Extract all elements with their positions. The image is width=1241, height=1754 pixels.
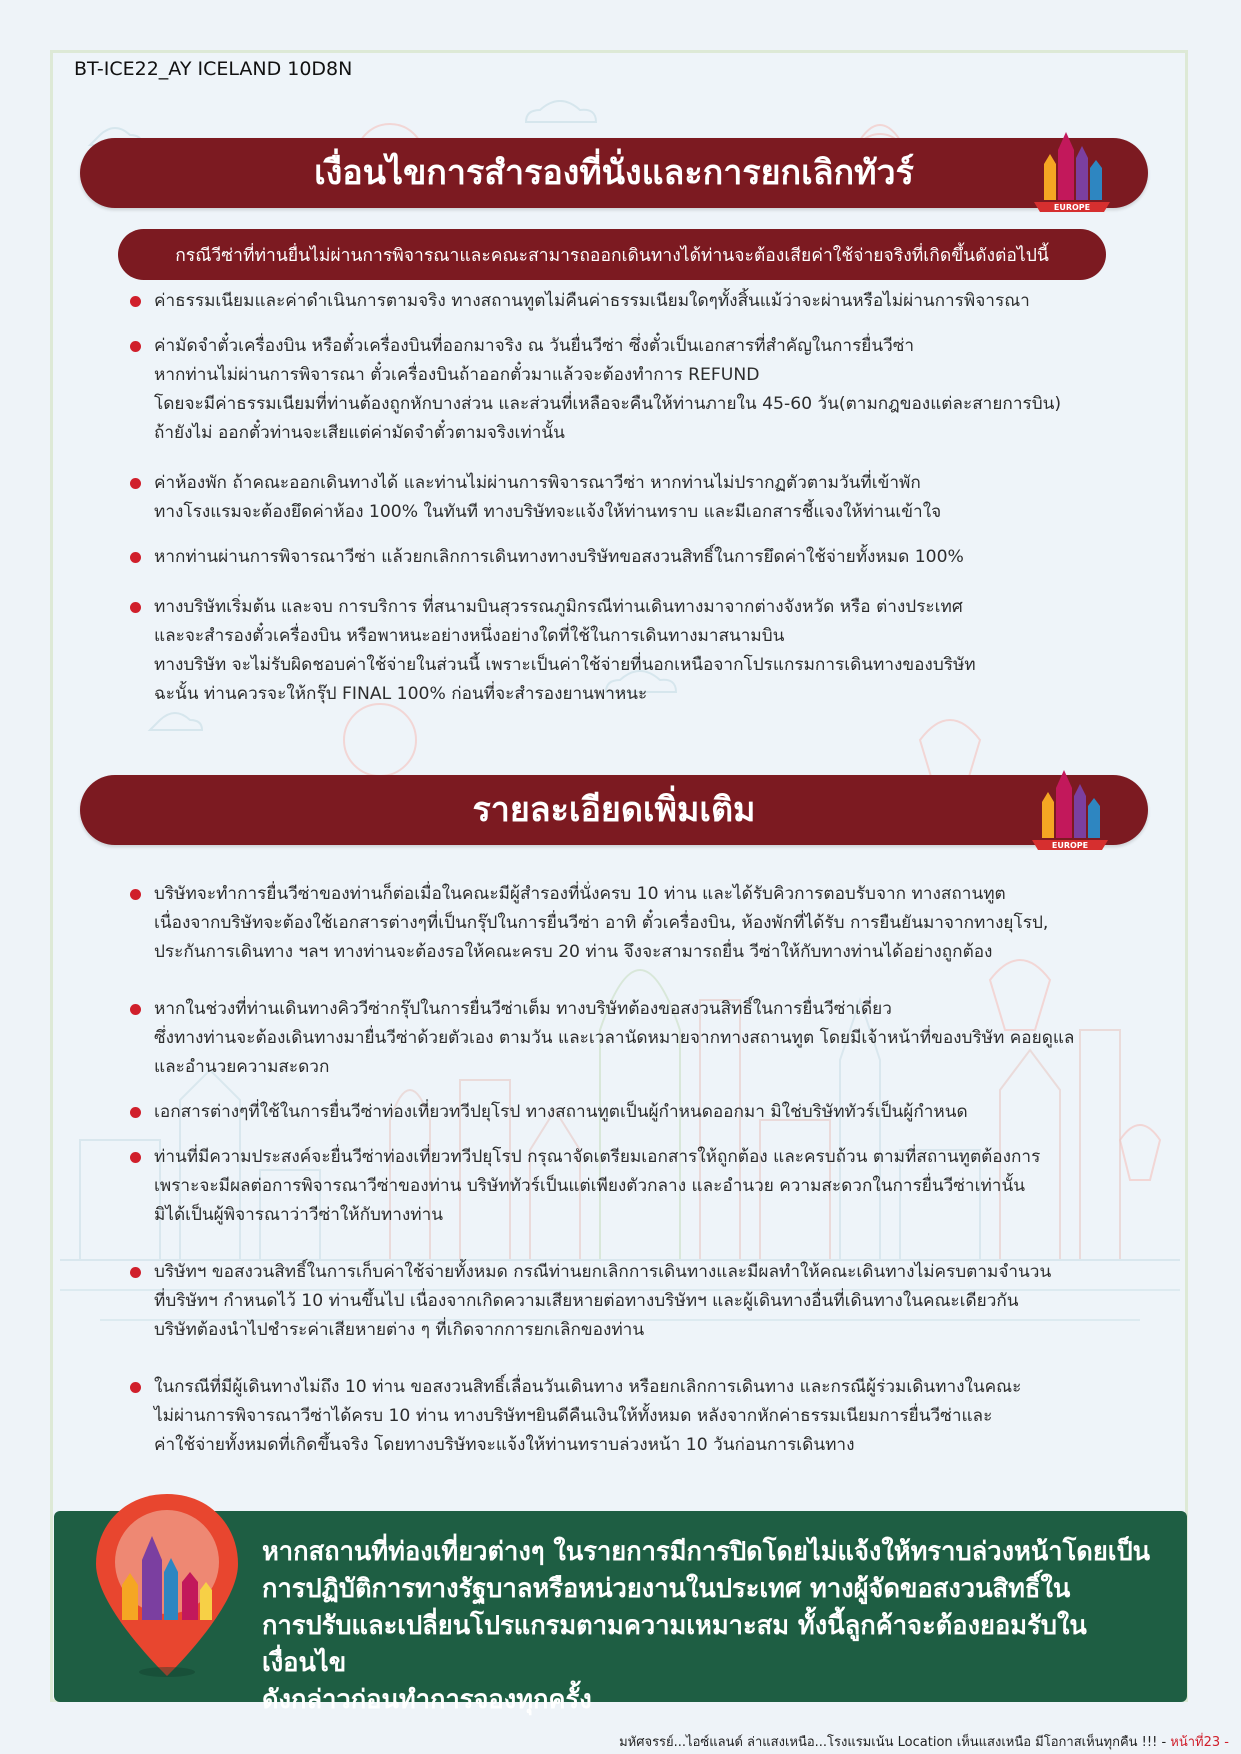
section-title: เงื่อนไขการสำรองที่นั่งและการยกเลิกทัวร์: [314, 153, 914, 193]
bullet-icon: [130, 1004, 141, 1015]
list-item: หากในช่วงที่ท่านเดินทางคิววีซ่ากรุ๊ปในการยื่นวีซ่าเต็ม ทางบริษัทต้องขอสงวนสิทธิ์ในการยื่นวีซ่าเดี่ยว ซึ่งทางท่านจะต้องเดินทางมายื่นวีซ่าด้วยตัวเอง ตามวัน และเวลานัดหมายจากทางสถานทูต โดยมีเจ้าหน้าที่ของบริษัท คอยดูแล และอำนวยความสะดวก: [128, 995, 1178, 1082]
notice-text: หากสถานที่ท่องเที่ยวต่างๆ ในรายการมีการปิดโดยไม่แจ้งให้ทราบล่วงหน้าโดยเป็น การปฏิบัติการทางรัฐบาลหรือหน่วยงานในประเทศ ทางผู้จัดขอสงวนสิทธิ์ใน การปรับและเปลี่ยนโปรแกรมตามความเหมาะสม ทั้งนี้ลูกค้าจะต้องยอมรับในเงื่อนไข ดังกล่าวก่อนทำการจองทุกครั้ง: [262, 1537, 1151, 1715]
list-item: เอกสารต่างๆที่ใช้ในการยื่นวีซ่าท่องเที่ยวทวีปยุโรป ทางสถานทูตเป็นผู้กำหนดออกมา มิใช่บริษัททัวร์เป็นผู้กำหนด: [128, 1098, 1178, 1127]
bullet-icon: [130, 341, 141, 352]
bullet-icon: [130, 552, 141, 563]
page-footer: [619, 1731, 1229, 1752]
conditions-list: [128, 287, 1178, 709]
badge-label: EUROPE: [1053, 203, 1091, 212]
list-item: ทางบริษัทเริ่มต้น และจบ การบริการ ที่สนามบินสุวรรณภูมิกรณีท่านเดินทางมาจากต่างจังหวัด หรือ ต่างประเทศ และจะสำรองตั๋วเครื่องบิน หรือพาหนะอย่างหนึ่งอย่างใดที่ใช้ในการเดินทางมาสนามบิน ทางบริษัท จะไม่รับผิดชอบค่าใช้จ่ายในส่วนนี้ เพราะเป็นค่าใช้จ่ายที่นอกเหนือจากโปรแกรมการเดินทางของบริษัท ฉะนั้น ท่านควรจะให้กรุ๊ป FINAL 100% ก่อนที่จะสำรองยานพาหนะ: [128, 593, 1178, 709]
bullet-icon: [130, 478, 141, 489]
list-item: บริษัทฯ ขอสงวนสิทธิ์ในการเก็บค่าใช้จ่ายทั้งหมด กรณีท่านยกเลิกการเดินทางและมีผลทำให้คณะเดินทางไม่ครบตามจำนวน ที่บริษัทฯ กำหนดไว้ 10 ท่านขึ้นไป เนื่องจากเกิดความเสียหายต่อทางบริษัทฯ และผู้เดินทางอื่นที่เดินทางในคณะเดียวกัน บริษัทต้องนำไปชำระค่าเสียหายต่าง ๆ ที่เกิดจากการยกเลิกของท่าน: [128, 1258, 1178, 1345]
bullet-icon: [130, 1152, 141, 1163]
bullet-icon: [130, 1382, 141, 1393]
europe-badge-icon: [1024, 120, 1120, 216]
list-item: ท่านที่มีความประสงค์จะยื่นวีซ่าท่องเที่ยวทวีปยุโรป กรุณาจัดเตรียมเอกสารให้ถูกต้อง และครบถ้วน ตามที่สถานทูตต้องการ เพราะจะมีผลต่อการพิจารณาวีซ่าของท่าน บริษัททัวร์เป็นแต่เพียงตัวกลาง และอำนวย ความสะดวกในการยื่นวีซ่าเท่านั้น มิได้เป็นผู้พิจารณาว่าวีซ่าให้กับทางท่าน: [128, 1143, 1178, 1230]
footer-tagline: มหัศจรรย์...ไอซ์แลนด์ ล่าแสงเหนือ...โรงแรมเน้น Location เห็นแสงเหนือ มีโอกาสเห็นทุกคืน !!! -: [619, 1735, 1167, 1750]
section-title-banner: [80, 775, 1148, 845]
list-item: หากท่านผ่านการพิจารณาวีซ่า แล้วยกเลิกการเดินทางทางบริษัทขอสงวนสิทธิ์ในการยึดค่าใช้จ่ายทั้งหมด 100%: [128, 543, 1178, 572]
bullet-icon: [130, 602, 141, 613]
section-subtitle-banner: [118, 229, 1106, 280]
list-item: ในกรณีที่มีผู้เดินทางไม่ถึง 10 ท่าน ขอสงวนสิทธิ์เลื่อนวันเดินทาง หรือยกเลิกการเดินทาง และกรณีผู้ร่วมเดินทางในคณะ ไม่ผ่านการพิจารณาวีซ่าได้ครบ 10 ท่าน ทางบริษัทฯยินดีคืนเงินให้ทั้งหมด หลังจากหักค่าธรรมเนียมการยื่นวีซ่าและ ค่าใช้จ่ายทั้งหมดที่เกิดขึ้นจริง โดยทางบริษัทจะแจ้งให้ท่านทราบล่วงหน้า 10 วันก่อนการเดินทาง: [128, 1373, 1178, 1460]
europe-badge-icon: [1022, 758, 1118, 854]
section-subtitle: กรณีวีซ่าที่ท่านยื่นไม่ผ่านการพิจารณาและคณะสามารถออกเดินทางได้ท่านจะต้องเสียค่าใช้จ่ายจริงที่เกิดขึ้นดังต่อไปนี้: [175, 245, 1049, 266]
bullet-icon: [130, 1267, 141, 1278]
list-item: ค่าธรรมเนียมและค่าดำเนินการตามจริง ทางสถานทูตไม่คืนค่าธรรมเนียมใดๆทั้งสิ้นแม้ว่าจะผ่านหรือไม่ผ่านการพิจารณา: [128, 287, 1178, 316]
list-item: ค่ามัดจำตั๋วเครื่องบิน หรือตั๋วเครื่องบินที่ออกมาจริง ณ วันยื่นวีซ่า ซึ่งตั๋วเป็นเอกสารที่สำคัญในการยื่นวีซ่า หากท่านไม่ผ่านการพิจารณา ตั๋วเครื่องบินถ้าออกตั๋วมาแล้วจะต้องทำการ REFUND โดยจะมีค่าธรรมเนียมที่ท่านต้องถูกหักบางส่วน และส่วนที่เหลือจะคืนให้ท่านภายใน 45-60 วัน(ตามกฎของแต่ละสายการบิน) ถ้ายังไม่ ออกตั๋วท่านจะเสียแต่ค่ามัดจำตั๋วตามจริงเท่านั้น: [128, 332, 1178, 448]
section-title: รายละเอียดเพิ่มเติม: [472, 790, 756, 830]
bullet-icon: [130, 889, 141, 900]
list-item: ค่าห้องพัก ถ้าคณะออกเดินทางได้ และท่านไม่ผ่านการพิจารณาวีซ่า หากท่านไม่ปรากฏตัวตามวันที่เข้าพัก ทางโรงแรมจะต้องยึดค่าห้อง 100% ในทันที ทางบริษัทจะแจ้งให้ท่านทราบ และมีเอกสารชี้แจงให้ท่านเข้าใจ: [128, 469, 1178, 527]
bullet-icon: [130, 296, 141, 307]
badge-label: EUROPE: [1051, 841, 1089, 850]
details-list: [128, 880, 1178, 1460]
list-item: บริษัทจะทำการยื่นวีซ่าของท่านก็ต่อเมื่อในคณะมีผู้สำรองที่นั่งครบ 10 ท่าน และได้รับคิวการตอบรับจาก ทางสถานทูต เนื่องจากบริษัทจะต้องใช้เอกสารต่างๆที่เป็นกรุ๊ปในการยื่นวีซ่า อาทิ ตั๋วเครื่องบิน, ห้องพักที่ได้รับ การยืนยันมาจากทางยุโรป, ประกันการเดินทาง ฯลฯ ทางท่านจะต้องรอให้คณะครบ 20 ท่าน จึงจะสามารถยื่น วีซ่าให้กับทางท่านได้อย่างถูกต้อง: [128, 880, 1178, 967]
bullet-icon: [130, 1107, 141, 1118]
tour-code: BT-ICE22_AY ICELAND 10D8N: [74, 58, 353, 80]
section-title-banner: [80, 138, 1148, 208]
page-number: หน้าที่23 -: [1170, 1735, 1229, 1750]
location-pin-illustration-icon: [92, 1490, 242, 1680]
